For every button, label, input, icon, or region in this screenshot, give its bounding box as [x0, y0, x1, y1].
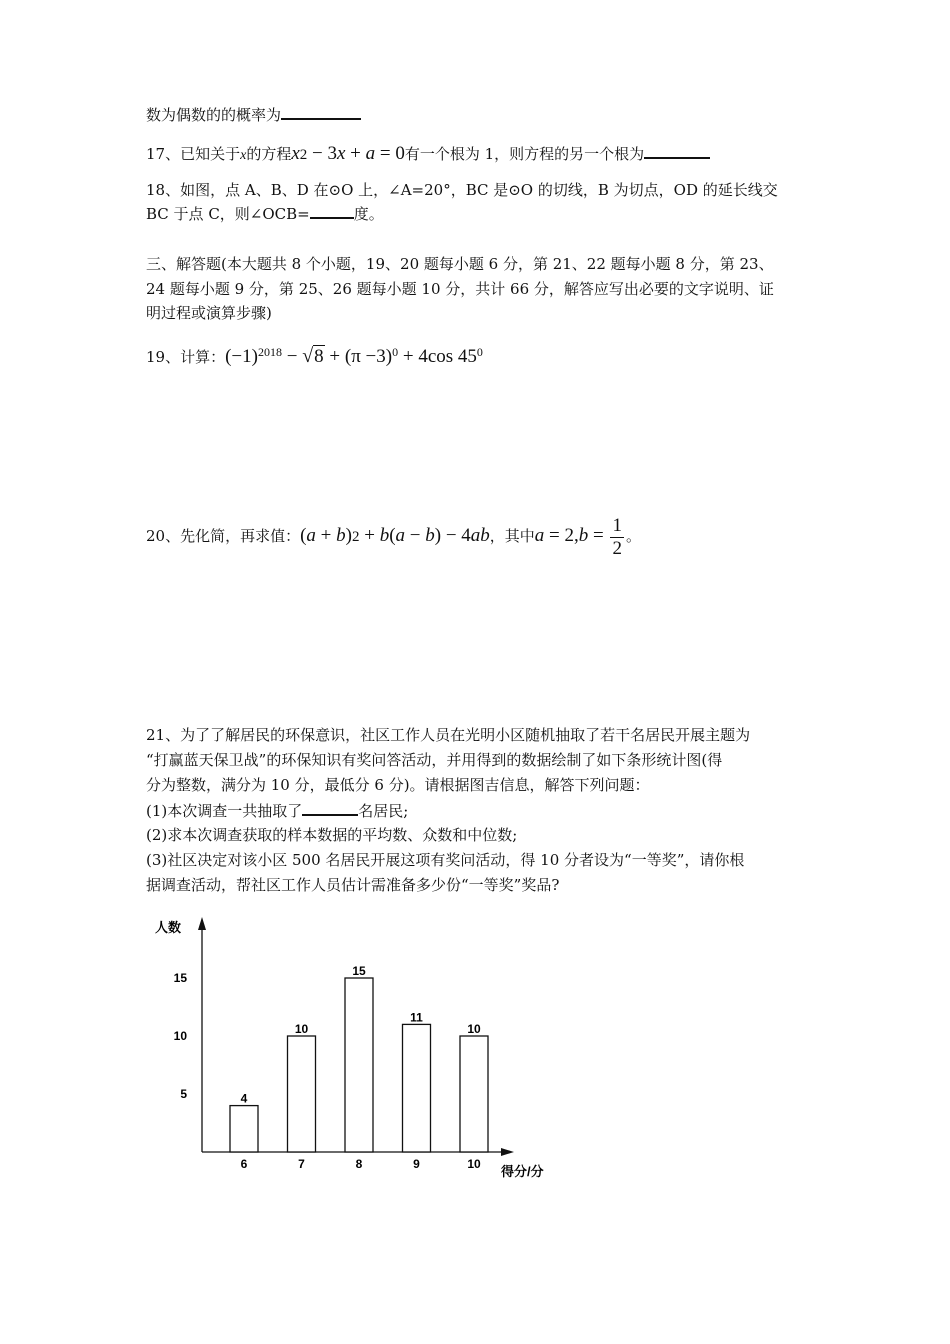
bar-10 [460, 1036, 488, 1152]
y-axis-arrow [198, 917, 206, 930]
y-ticks [174, 971, 188, 1101]
x-axis-title: 得分/分 [501, 1164, 544, 1179]
q20-values: a = 2,b = [534, 525, 609, 546]
q17-mid: 的方程 [246, 145, 292, 163]
x-axis-arrow [501, 1148, 514, 1156]
q18-prefix: BC 于点 C，则∠OCB= [146, 205, 310, 223]
x-tick-label-7: 7 [298, 1157, 305, 1171]
q21-sub1-suffix: 名居民; [358, 802, 409, 820]
q21-line1: 21、为了了解居民的环保意识，社区工作人员在光明小区随机抽取了若干名居民开展主题为 [146, 726, 751, 744]
x-ticks [241, 1157, 481, 1171]
q19-label: 19、计算： [146, 348, 226, 366]
section3-line3: 明过程或演算步骤) [146, 304, 272, 322]
y-axis-title: 人数 [155, 920, 182, 935]
bar-label-7: 10 [294, 1022, 309, 1036]
q16-text: 数为偶数的的概率为 [146, 106, 282, 124]
bar-label-8: 15 [352, 964, 366, 978]
x-tick-label-8: 8 [355, 1157, 363, 1171]
q17-suffix: 有一个根为 1，则方程的另一个根为 [404, 145, 645, 163]
q21-line3: 分为整数，满分为 10 分，最低分 6 分)。请根据图吉信息，解答下列问题： [146, 776, 650, 794]
bar-9 [403, 1024, 431, 1152]
q20-label: 20、先化简，再求值： [146, 527, 301, 545]
bars [230, 964, 488, 1152]
q19-expression: $(-1)^{2018} - √8 + (\pi -3)^0 + 4\cos$ $45^0$ [225, 345, 483, 367]
bar-8 [345, 978, 373, 1152]
q18-suffix: 度。 [353, 205, 384, 223]
bar-label-9: 11 [410, 1010, 423, 1025]
bar-label-10: 10 [467, 1022, 481, 1036]
q21-sub3-line2: 据调查活动，帮社区工作人员估计需准备多少份“一等奖”奖品? [146, 876, 560, 894]
x-tick-label-9: 9 [413, 1157, 420, 1171]
section3-line2: 24 题每小题 9 分，第 25、26 题每小题 10 分，共计 66 分，解答应写出必要的文字说明、证 [146, 280, 774, 298]
q17-x: x [240, 148, 247, 163]
q20-expression: (a + b)2 + b(a − b) − 4ab [300, 525, 490, 546]
q17-equation: x2 − 3x + a = 0 [291, 143, 405, 164]
q20-end: 。 [625, 527, 641, 545]
q18-line1: 18、如图，点 A、B、D 在⊙O 上，∠A=20°，BC 是⊙O 的切线，B 为切点，OD 的延长线交 [146, 181, 778, 199]
section3-line1: 三、解答题(本大题共 8 个小题，19、20 题每小题 6 分，第 21、22 题每小题 8 分，第 23、 [146, 255, 774, 273]
bar-label-6: 4 [240, 1091, 248, 1106]
q21-sub2: (2)求本次调查获取的样本数据的平均数、众数和中位数; [146, 826, 518, 844]
q20-where: ，其中 [489, 527, 535, 545]
q21-sub3-line1: (3)社区决定对该小区 500 名居民开展这项有奖问活动，得 10 分者设为“一等奖”，请你根 [146, 851, 745, 869]
y-tick-label-5: 5 [180, 1087, 187, 1101]
bar-7 [288, 1036, 316, 1152]
q17-prefix: 17、已知关于 [146, 145, 241, 163]
q21-sub1-prefix: (1)本次调查一共抽取了 [146, 802, 303, 820]
x-tick-label-6: 6 [240, 1157, 248, 1171]
y-tick-label-10: 10 [173, 1029, 187, 1043]
q21-line2: “打赢蓝天保卫战”的环保知识有奖问答活动，并用得到的数据绘制了如下条形统计图(得 [146, 751, 723, 769]
y-tick-label-15: 15 [173, 971, 187, 985]
x-tick-label-10: 10 [467, 1157, 481, 1171]
q20-fraction: $\frac{1}{2}$ [612, 514, 622, 559]
bar-6 [230, 1106, 258, 1152]
